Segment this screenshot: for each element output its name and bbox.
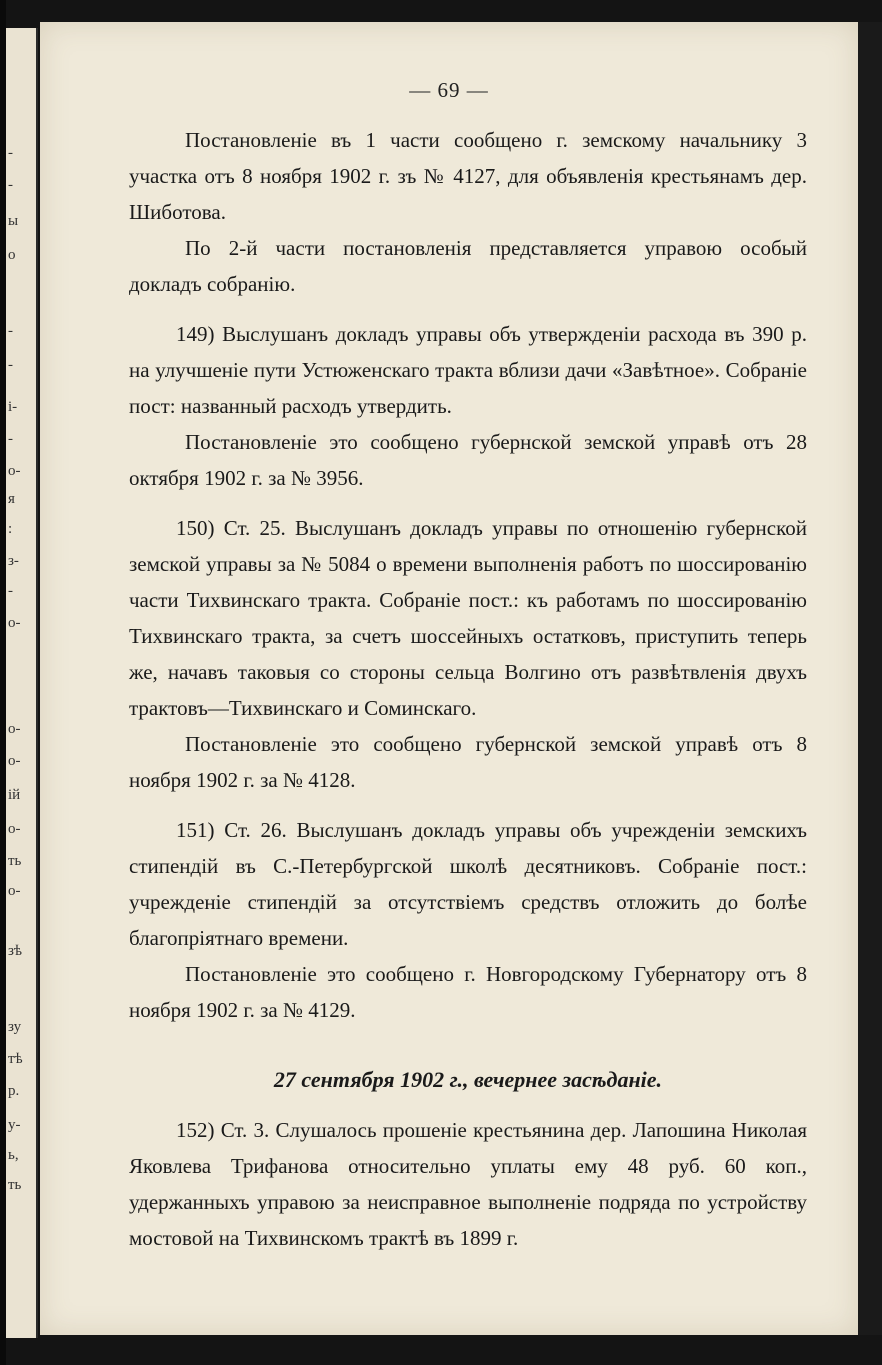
prev-page-fragment: ій [8, 787, 21, 803]
page-number: — 69 — [409, 78, 489, 102]
prev-page-fragment: ть [8, 1177, 22, 1193]
prev-page-fragment: - [8, 177, 13, 193]
paragraph: Постановленіе это сообщено губернской земской управѣ отъ 28 октября 1902 г. за № 3956. [129, 430, 807, 490]
page-body [129, 122, 807, 1256]
prev-page-fragment: зѣ [8, 943, 23, 959]
page-right-edge [858, 22, 882, 1335]
paragraph-item-152: 152) Ст. 3. Слушалось прошеніе крестьянина дер. Лапошина Николая Яковлева Трифанова относительно уплаты ему 48 руб. 60 коп., удержанныхъ управою за неисправное выполненіе подряда по устройству мостовой на Тихвинскомъ трактѣ въ 1899 г. [129, 1118, 807, 1250]
prev-page-fragment: ы [8, 213, 19, 229]
prev-page-fragment: ь, [8, 1147, 19, 1163]
prev-page-fragment: - [8, 145, 13, 161]
previous-page-edge [6, 28, 38, 1338]
prev-page-fragment: - [8, 357, 13, 373]
prev-page-fragment: - [8, 583, 13, 599]
prev-page-fragment: о- [8, 821, 21, 837]
prev-page-fragment: о- [8, 721, 21, 737]
prev-page-fragment: - [8, 431, 13, 447]
book-page [40, 22, 858, 1335]
prev-page-fragment: : [8, 521, 13, 537]
prev-page-fragment: о- [8, 615, 21, 631]
paragraph-item-149: 149) Выслушанъ докладъ управы объ утвержденіи расхода въ 390 р. на улучшеніе пути Устюженскаго тракта вблизи дачи «Завѣтное». Собраніе пост: названный расходъ утвердить. [129, 322, 807, 418]
prev-page-fragment: о- [8, 753, 21, 769]
prev-page-fragment: о- [8, 883, 21, 899]
prev-page-fragment: о- [8, 463, 21, 479]
paragraph: По 2-й части постановленія представляется управою особый докладъ собранію. [129, 236, 807, 296]
prev-page-fragment: о [8, 247, 16, 263]
section-heading: 27 сентября 1902 г., вечернее засѣданіе. [273, 1067, 663, 1092]
paragraph: Постановленіе въ 1 части сообщено г. земскому начальнику 3 участка отъ 8 ноября 1902 г. зъ № 4127, для объявленія крестьянамъ дер. Шиботова. [129, 128, 807, 224]
prev-page-fragment: тѣ [8, 1051, 23, 1067]
paragraph: Постановленіе это сообщено губернской земской управѣ отъ 8 ноября 1902 г. за № 4128. [129, 732, 807, 792]
paragraph-item-151: 151) Ст. 26. Выслушанъ докладъ управы объ учрежденіи земскихъ стипендій въ С.-Петербургской школѣ десятниковъ. Собраніе пост.: учрежденіе стипендій за отсутствіемъ средствъ отложить до болѣе благопріятнаго времени. [129, 818, 807, 950]
paragraph-item-150: 150) Ст. 25. Выслушанъ докладъ управы по отношенію губернской земской управы за № 5084 о времени выполненія работъ по шоссированію части Тихвинскаго тракта. Собраніе пост.: къ работамъ по шоссированію Тихвинскаго тракта, за счетъ шоссейныхъ остатковъ, приступить теперь же, начавъ таковыя со стороны сельца Волгино отъ развѣтвленія двухъ трактовъ—Тихвинскаго и Соминскаго. [129, 516, 807, 720]
prev-page-fragment: я [8, 491, 15, 507]
prev-page-fragment: у- [8, 1117, 21, 1133]
prev-page-fragment: і- [8, 399, 18, 415]
prev-page-fragment: з- [8, 553, 19, 569]
prev-page-fragment: ть [8, 853, 22, 869]
prev-page-fragment: - [8, 323, 13, 339]
prev-page-fragment: р. [8, 1083, 20, 1099]
prev-page-fragment: зу [8, 1019, 22, 1035]
paragraph: Постановленіе это сообщено г. Новгородскому Губернатору отъ 8 ноября 1902 г. за № 4129. [129, 962, 807, 1022]
